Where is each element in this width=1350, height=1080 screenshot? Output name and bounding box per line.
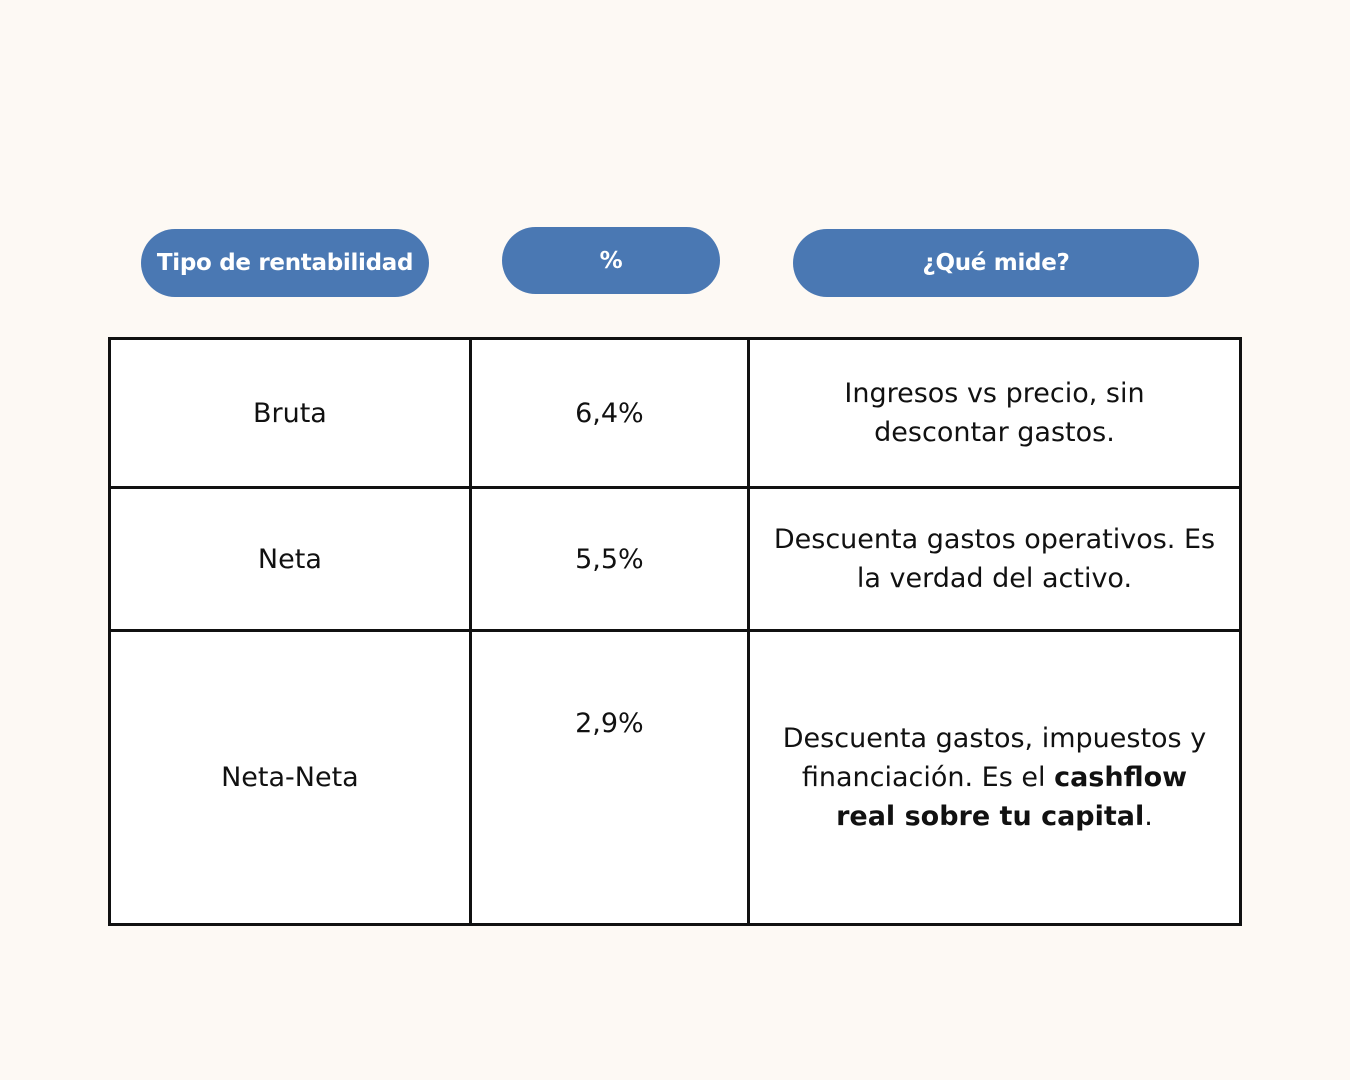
description-cell: Descuenta gastos operativos. Es la verdad del activo.: [748, 488, 1240, 631]
percent-cell: 2,9%: [470, 631, 748, 925]
table-row: [110, 339, 1241, 488]
header-pill-type: [141, 229, 429, 297]
table-row: [110, 631, 1241, 925]
header-measures-label: ¿Qué mide?: [922, 250, 1070, 276]
description-end-text: .: [1144, 801, 1153, 832]
header-percent-label: %: [599, 247, 623, 274]
type-cell: Neta: [110, 488, 471, 631]
description-bold-text: cashflow real sobre tu capital: [836, 762, 1188, 832]
type-cell: Bruta: [110, 339, 471, 488]
header-pill-measures: [793, 229, 1199, 297]
description-cell: [748, 631, 1240, 925]
profitability-table: [108, 337, 1242, 926]
percent-cell: 5,5%: [470, 488, 748, 631]
description-text: Descuenta gastos, impuestos y financiación. Es el: [782, 723, 1207, 793]
type-cell: Neta-Neta: [110, 631, 471, 925]
header-type-label: Tipo de rentabilidad: [156, 250, 414, 276]
header-pill-percent: [502, 227, 720, 294]
percent-cell: 6,4%: [470, 339, 748, 488]
table-row: [110, 488, 1241, 631]
description-cell: Ingresos vs precio, sin descontar gastos.: [748, 339, 1240, 488]
